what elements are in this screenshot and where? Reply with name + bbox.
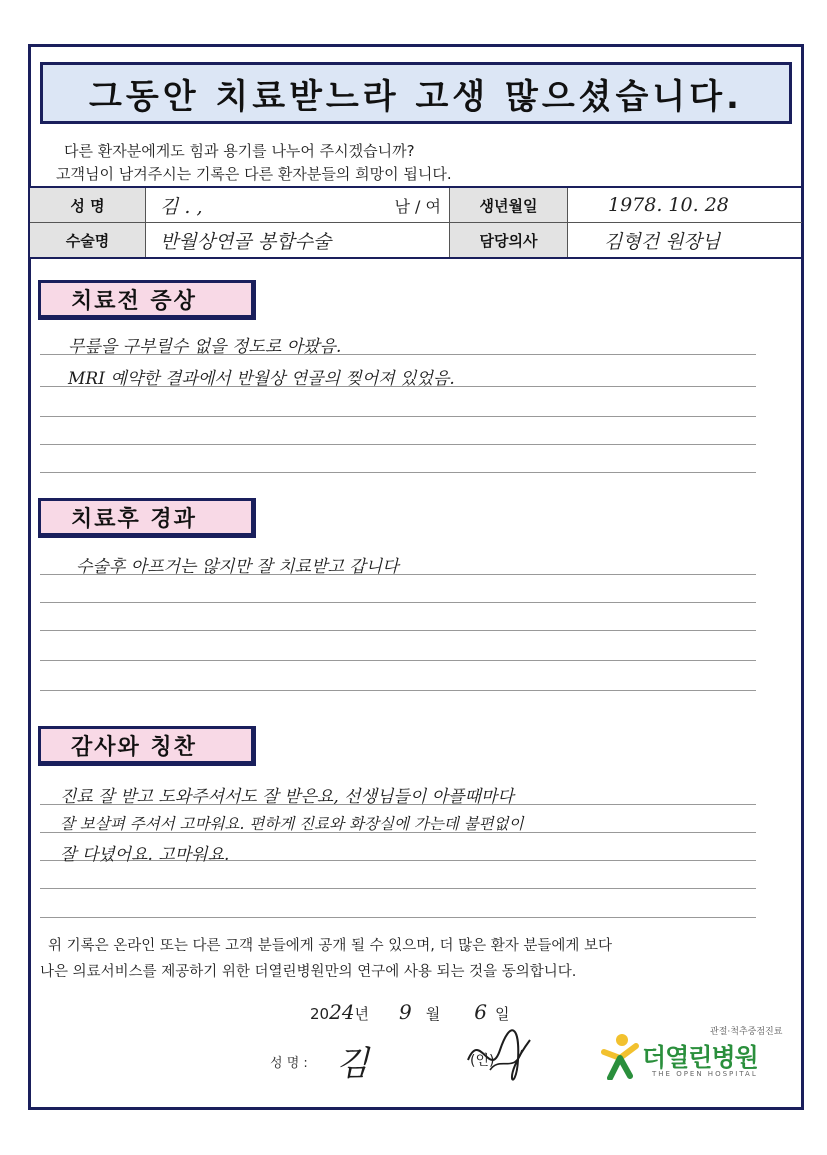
form-title-box [40, 62, 792, 124]
name-label: 성 명 [30, 188, 146, 222]
logo-tagline: 관절·척추중점진료 [710, 1027, 783, 1037]
consent-line-2: 나은 의료서비스를 제공하기 위한 더열린병원만의 연구에 사용 되는 것을 동의합니다. [40, 964, 577, 980]
section-before-lines [40, 330, 756, 480]
date-day-hand: 6 [474, 1000, 488, 1024]
before-text-1: 무릎을 구부릴수 없을 정도로 아팠음. [68, 337, 342, 357]
birth-label: 생년월일 [450, 188, 568, 222]
signature-scribble-icon [460, 1020, 540, 1084]
info-row-2 [30, 223, 802, 257]
section-thanks-heading: 감사와 칭찬 [38, 726, 256, 766]
date-prefix: 20 [310, 1005, 330, 1023]
hospital-logo [598, 1024, 788, 1084]
thanks-text-1: 진료 잘 받고 도와주셔서도 잘 받은요, 선생님들이 아플때마다 [60, 787, 514, 807]
signature-label: 성 명 : [270, 1056, 308, 1071]
birth-value: 1978. 10. 28 [608, 194, 729, 216]
logo-name: 더열린병원 [642, 1043, 758, 1072]
section-after-lines [40, 550, 756, 695]
info-row-1 [30, 188, 802, 223]
doctor-value: 김형건 원장님 [604, 230, 721, 253]
name-value: 김 . , [160, 195, 203, 218]
date-month-hand: 9 [399, 1000, 412, 1024]
before-text-2: MRI 예약한 결과에서 반월상 연골의 찢어져 있었음. [68, 369, 455, 389]
consent-line-1: 위 기록은 온라인 또는 다른 고객 분들에게 공개 될 수 있으며, 더 많은 환자 분들에게 보다 [48, 938, 612, 954]
intro-line-2: 고객님이 남겨주시는 기록은 다른 환자분들의 희망이 됩니다. [56, 165, 452, 183]
date-year-label: 년 [354, 1005, 370, 1023]
gender-value: 남 / 여 [336, 188, 450, 222]
date-day-label: 일 [495, 1005, 510, 1023]
section-thanks-lines [40, 780, 756, 925]
thanks-text-2: 잘 보살펴 주셔서 고마워요. 편하게 진료와 화장실에 가는데 불편없이 [60, 815, 524, 833]
after-text-1: 수술후 아프거는 않지만 잘 치료받고 갑니다 [76, 557, 399, 577]
section-after-heading: 치료후 경과 [38, 498, 256, 538]
section-before-heading: 치료전 증상 [38, 280, 256, 320]
signature-seal: (인) [470, 1053, 495, 1069]
thanks-text-3: 잘 다녔어요. 고마워요. [60, 845, 230, 865]
signature-name-hand: 김 [336, 1044, 369, 1084]
date-year-hand: 24 [329, 1000, 355, 1024]
date-month-label: 월 [425, 1005, 441, 1023]
form-title: 그동안 치료받느라 고생 많으셨습니다. [89, 76, 743, 117]
surgery-value: 반월상연골 봉합수술 [146, 223, 450, 257]
patient-info-table [30, 186, 802, 259]
intro-line-1: 다른 환자분에게도 힘과 용기를 나누어 주시겠습니까? [64, 142, 415, 160]
surgery-label: 수술명 [30, 223, 146, 257]
logo-english: THE OPEN HOSPITAL [652, 1070, 758, 1078]
doctor-label: 담당의사 [450, 223, 568, 257]
logo-figure-icon [600, 1032, 642, 1080]
